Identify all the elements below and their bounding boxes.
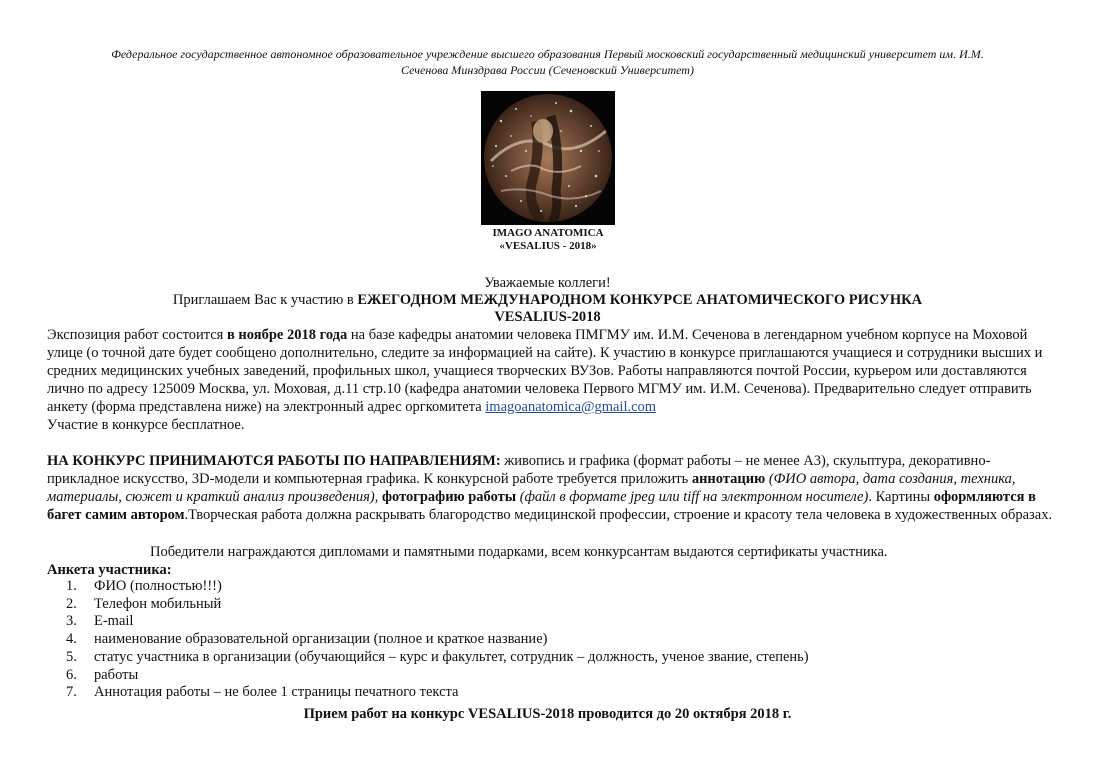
logo-caption-subtitle: «VESALIUS - 2018» [499,240,597,252]
list-item-text: E-mail [94,613,134,630]
list-item [66,684,809,702]
list-item-number: 6. [66,666,77,683]
list-item-text: работы [94,666,139,683]
list-item-number: 3. [66,613,77,630]
list-item [66,596,809,614]
greeting-line-1: Уважаемые коллеги! [484,275,611,291]
header-line-2: Сеченова Минздрава России (Сеченовский Университет) [401,63,694,77]
list-item-text: ФИО (полностью!!!) [94,578,222,594]
photo-details: (файл в формате jpeg или tiff на электронном носителе) [516,489,869,505]
p2-text-3: .Творческая работа должна раскрывать благородство медицинской профессии, строение и красоту тела человека в художественных образах. [184,507,1053,523]
header-line-1: Федеральное государственное автономное образовательное учреждение высшего образования Первый московский государственный медицинский университет им. И.М. [111,47,984,61]
awards-paragraph: Победители награждаются дипломами и памятными подарками, всем конкурсантам выдаются сертификаты участника. [150,544,888,560]
categories-paragraph [47,452,1057,524]
logo-caption [448,227,648,253]
exhibition-date: в ноябре 2018 года [226,327,348,343]
submission-deadline: Прием работ на конкурс VESALIUS-2018 проводится до 20 октября 2018 г. [303,706,792,722]
photo-label: фотографию работы [381,489,517,505]
contest-name: ЕЖЕГОДНОМ МЕЖДУНАРОДНОМ КОНКУРСЕ АНАТОМИЧЕСКОГО РИСУНКА [357,292,923,308]
frame-requirement: оформляются в багет самим автором [47,489,1036,523]
list-item-number: 2. [66,595,77,612]
greeting-prefix: Приглашаем Вас к участию в [172,292,358,308]
list-item [66,613,809,631]
p2-text-1: живопись и графика (формат работы – не менее А3), скульптура, декоративно-прикладное искусство, 3D-модели и компьютерная графика. К конкурсной работе требуется приложить [47,453,991,487]
list-item-number: 1. [66,578,77,594]
logo-illustration [481,91,615,225]
list-item [66,667,809,685]
list-item-text: Аннотация работы – не более 1 страницы печатного текста [94,684,459,701]
list-item [66,578,809,596]
list-item-text: Телефон мобильный [94,595,222,612]
list-item-number: 4. [66,631,77,648]
list-item-number: 5. [66,648,77,665]
list-item-text: наименование образовательной организации (полное и краткое название) [94,631,548,648]
annotation-details: (ФИО автора, дата создания, техника, материалы, сюжет и краткий анализ произведения) [47,471,1016,505]
p1-text-1: Экспозиция работ состоится [47,327,227,343]
logo-caption-title: IMAGO ANATOMICA [492,227,604,239]
annotation-label: аннотацию [691,471,766,487]
p1-text-2: на базе кафедры анатомии человека ПМГМУ им. И.М. Сеченова в легендарном учебном корпусе на Моховой улице (о точной дате будет сообщено дополнительно, следите за информацией на сайте). К участию в конкурсе приглашаются учащиеся и сотрудники высших и средних медицинских учебных заведений, профильных школ, учащиеся творческих ВУЗов. Работы направляются почтой России, курьером или доставляются лично по адресу 125009 Москва, ул. Моховая, д.11 стр.10 (кафедра анатомии человека Первого МГМУ им. И.М. Сеченова). Предварительно следует отправить анкету (форма представлена ниже) на электронный адрес оргкомитета [47,327,1043,415]
contest-year-title: VESALIUS-2018 [494,309,601,325]
list-item [66,631,809,649]
categories-heading: НА КОНКУРС ПРИНИМАЮТСЯ РАБОТЫ ПО НАПРАВЛЕНИЯМ: [47,453,501,469]
application-form-list [66,578,809,702]
invitation-greeting [40,275,1055,326]
vesalius-logo-image [481,91,615,225]
university-header [40,46,1055,78]
exhibition-paragraph [47,326,1057,434]
free-participation-text: Участие в конкурсе бесплатное. [47,417,245,433]
organizer-email-link[interactable]: imagoanatomica@gmail.com [485,399,657,415]
list-item-text: статус участника в организации (обучающийся – курс и факультет, сотрудник – должность, ученое звание, степень) [94,648,809,665]
list-item [66,649,809,667]
p2-text-2: . Картины [868,489,934,505]
greeting-line-2 [40,292,1055,309]
p2-comma: , [374,489,382,505]
application-form-title: Анкета участника: [47,562,172,578]
list-item-number: 7. [66,684,77,701]
